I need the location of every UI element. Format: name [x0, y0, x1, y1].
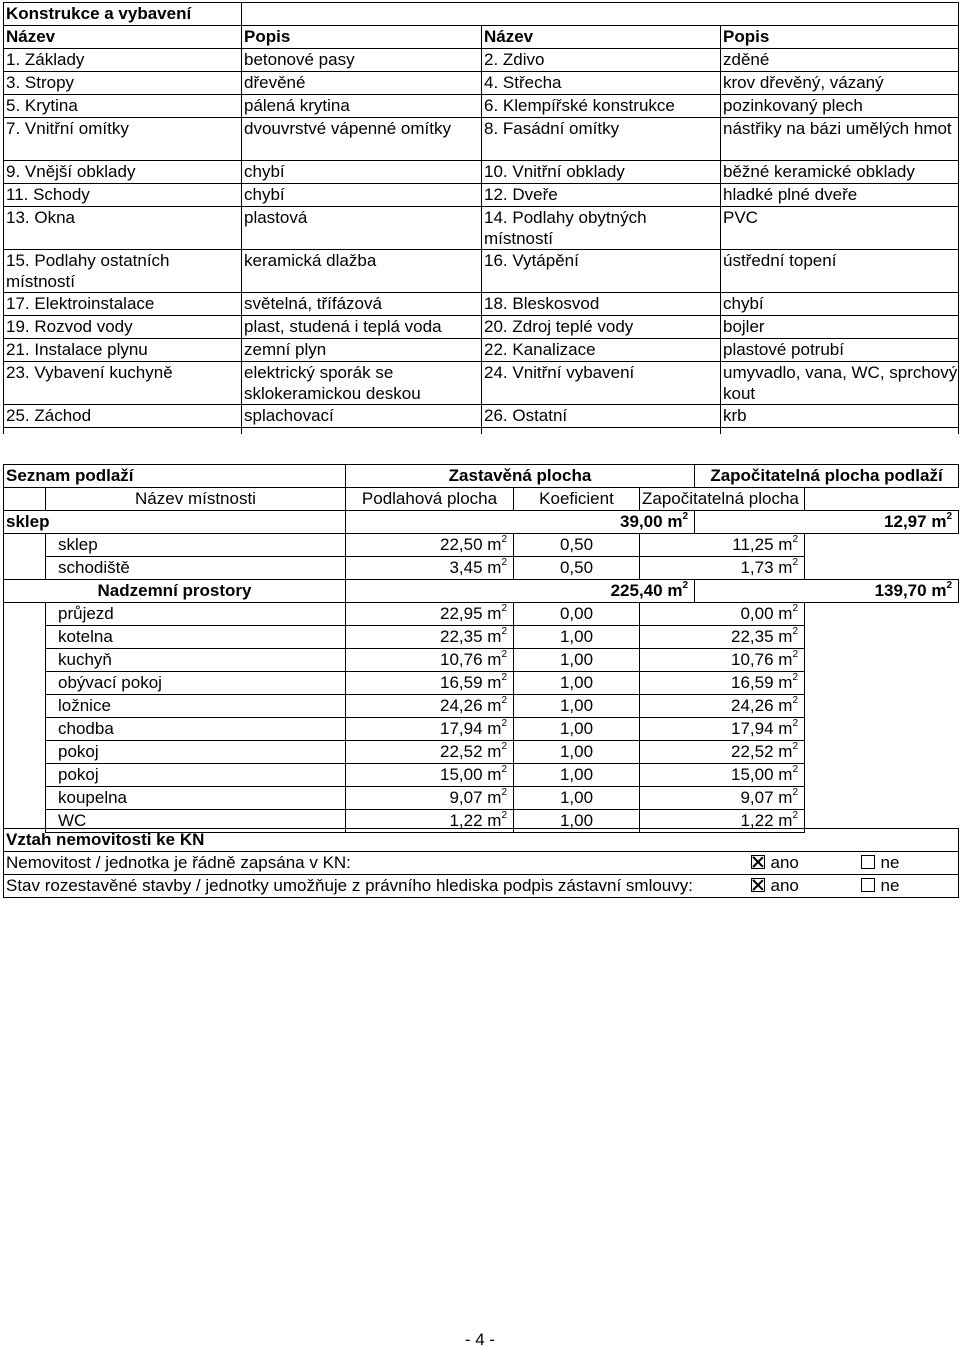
statement-text: Stav rozestavěné stavby / jednotky umožňuje z právního hlediska podpis zástavní smlouvy:	[4, 875, 739, 898]
floor-area	[346, 695, 514, 718]
countable-area	[695, 580, 959, 603]
unit: m	[778, 788, 793, 807]
item-name: 21. Instalace plynu	[4, 339, 242, 362]
floor-area	[346, 741, 514, 764]
unit: m	[778, 811, 793, 830]
no-option[interactable]	[849, 875, 959, 898]
countable-area	[640, 764, 805, 787]
unit: m	[487, 558, 502, 577]
item-name: 13. Okna	[4, 207, 242, 250]
floor-area	[346, 649, 514, 672]
unit-exponent: 2	[792, 672, 799, 683]
item-name: 26. Ostatní	[482, 405, 721, 428]
construction-row	[4, 118, 959, 161]
empty-cell	[805, 557, 959, 580]
item-description: keramická dlažba	[242, 250, 482, 293]
construction-row	[4, 316, 959, 339]
room-name: schodiště	[46, 557, 346, 580]
room-row	[4, 649, 959, 672]
yes-option[interactable]	[739, 875, 849, 898]
countable-area	[640, 718, 805, 741]
item-description: PVC	[721, 207, 959, 250]
unit-exponent: 2	[946, 580, 953, 591]
item-description: plastové potrubí	[721, 339, 959, 362]
item-description: dřevěné	[242, 72, 482, 95]
floor-name: sklep	[4, 511, 346, 534]
unit: m	[487, 765, 502, 784]
construction-row	[4, 95, 959, 118]
item-description: splachovací	[242, 405, 482, 428]
empty-cell	[805, 741, 959, 764]
empty-cell	[4, 764, 46, 787]
unit: m	[778, 535, 793, 554]
floor-group-row	[4, 580, 959, 603]
unit: m	[778, 719, 793, 738]
area-value: 15,00	[439, 765, 483, 784]
header-row	[4, 26, 959, 49]
item-description: hladké plné dveře	[721, 184, 959, 207]
item-name: 1. Základy	[4, 49, 242, 72]
item-description: chybí	[721, 293, 959, 316]
empty-cell	[4, 534, 46, 557]
empty-cell	[242, 3, 959, 26]
yes-option[interactable]	[739, 852, 849, 875]
room-row	[4, 557, 959, 580]
floor-group-row	[4, 511, 959, 534]
checked-checkbox-icon[interactable]	[751, 855, 765, 869]
coefficient: 1,00	[514, 787, 640, 810]
room-name: sklep	[46, 534, 346, 557]
empty-cell	[4, 787, 46, 810]
area-value: 12,97	[884, 512, 927, 531]
item-description: nástřiky na bázi umělých hmot	[721, 118, 959, 161]
area-value: 225,40	[610, 581, 663, 600]
item-name: 10. Vnitřní obklady	[482, 161, 721, 184]
item-name: 4. Střecha	[482, 72, 721, 95]
countable-area	[640, 672, 805, 695]
column-subheader: Podlahová plocha	[346, 488, 514, 511]
item-name: 17. Elektroinstalace	[4, 293, 242, 316]
unit-exponent: 2	[501, 764, 507, 775]
area-value: 1,22	[740, 811, 774, 830]
coefficient: 1,00	[514, 810, 640, 833]
no-label: ne	[880, 876, 900, 895]
section-title-row	[4, 3, 959, 26]
spacer-row	[4, 428, 959, 435]
item-description: pálená krytina	[242, 95, 482, 118]
countable-area	[640, 787, 805, 810]
unit: m	[778, 604, 793, 623]
unit-exponent: 2	[501, 603, 507, 614]
item-description: chybí	[242, 161, 482, 184]
construction-row	[4, 184, 959, 207]
land-registry-row	[4, 852, 959, 875]
construction-row	[4, 49, 959, 72]
unit-exponent: 2	[501, 787, 507, 798]
coefficient: 0,50	[514, 557, 640, 580]
room-row	[4, 695, 959, 718]
empty-cell	[4, 603, 46, 626]
empty-cell	[805, 626, 959, 649]
countable-area	[640, 534, 805, 557]
room-name: kuchyň	[46, 649, 346, 672]
countable-area	[640, 626, 805, 649]
item-name: 20. Zdroj teplé vody	[482, 316, 721, 339]
areas-subheader-row	[4, 488, 959, 511]
item-description: zemní plyn	[242, 339, 482, 362]
coefficient: 1,00	[514, 741, 640, 764]
unit: m	[487, 535, 502, 554]
empty-cell	[4, 557, 46, 580]
unit-exponent: 2	[792, 718, 799, 729]
column-subheader: Název místnosti	[46, 488, 346, 511]
item-description: dvouvrstvé vápenné omítky	[242, 118, 482, 161]
unit-exponent: 2	[792, 810, 799, 821]
floor-area	[346, 626, 514, 649]
empty-cell	[4, 672, 46, 695]
area-value: 22,50	[439, 535, 483, 554]
area-value: 16,59	[439, 673, 483, 692]
item-name: 14. Podlahy obytných místností	[482, 207, 721, 250]
unit-exponent: 2	[501, 810, 507, 821]
room-name: koupelna	[46, 787, 346, 810]
room-row	[4, 672, 959, 695]
checkbox-icon[interactable]	[861, 855, 875, 869]
unit-exponent: 2	[501, 649, 507, 660]
empty-cell	[4, 649, 46, 672]
area-value: 22,52	[731, 742, 774, 761]
unit: m	[778, 696, 793, 715]
floor-area	[346, 787, 514, 810]
unit: m	[778, 650, 793, 669]
empty-cell	[805, 603, 959, 626]
empty-cell	[805, 787, 959, 810]
item-description: krb	[721, 405, 959, 428]
unit-exponent: 2	[792, 603, 799, 614]
item-name: 2. Zdivo	[482, 49, 721, 72]
item-description: plastová	[242, 207, 482, 250]
item-name: 8. Fasádní omítky	[482, 118, 721, 161]
item-description: plast, studená i teplá voda	[242, 316, 482, 339]
item-description: pozinkovaný plech	[721, 95, 959, 118]
item-description: chybí	[242, 184, 482, 207]
checkbox-icon[interactable]	[861, 878, 875, 892]
item-description: elektrický sporák se sklokeramickou deskou	[242, 362, 482, 405]
empty-cell	[805, 534, 959, 557]
unit-exponent: 2	[501, 695, 507, 706]
room-name: pokoj	[46, 741, 346, 764]
area-value: 17,94	[731, 719, 774, 738]
land-registry-section	[3, 828, 959, 898]
area-value: 22,35	[439, 627, 483, 646]
column-header: Název	[482, 26, 721, 49]
item-name: 25. Záchod	[4, 405, 242, 428]
coefficient: 1,00	[514, 695, 640, 718]
room-name: ložnice	[46, 695, 346, 718]
countable-area	[640, 695, 805, 718]
floor-area	[346, 603, 514, 626]
unit: m	[778, 627, 793, 646]
area-value: 22,35	[731, 627, 774, 646]
item-description: umyvadlo, vana, WC, sprchový kout	[721, 362, 959, 405]
room-row	[4, 787, 959, 810]
empty-cell	[482, 428, 721, 435]
land-registry-row	[4, 875, 959, 898]
no-label: ne	[880, 853, 900, 872]
area-value: 10,76	[439, 650, 483, 669]
unit-exponent: 2	[792, 557, 799, 568]
no-option[interactable]	[849, 852, 959, 875]
area-value: 17,94	[439, 719, 483, 738]
construction-row	[4, 161, 959, 184]
area-value: 9,07	[449, 788, 483, 807]
room-name: obývací pokoj	[46, 672, 346, 695]
empty-cell	[4, 741, 46, 764]
construction-row	[4, 339, 959, 362]
unit: m	[487, 696, 502, 715]
empty-cell	[805, 718, 959, 741]
room-name: průjezd	[46, 603, 346, 626]
item-description: běžné keramické obklady	[721, 161, 959, 184]
unit-exponent: 2	[501, 672, 507, 683]
construction-row	[4, 405, 959, 428]
column-header: Zastavěná plocha	[346, 465, 695, 488]
item-name: 12. Dveře	[482, 184, 721, 207]
coefficient: 0,50	[514, 534, 640, 557]
item-name: 16. Vytápění	[482, 250, 721, 293]
floor-area	[346, 764, 514, 787]
floor-area	[346, 672, 514, 695]
areas-header-row	[4, 465, 959, 488]
item-name: 23. Vybavení kuchyně	[4, 362, 242, 405]
unit: m	[487, 719, 502, 738]
construction-row	[4, 207, 959, 250]
unit-exponent: 2	[792, 695, 799, 706]
unit-exponent: 2	[501, 741, 507, 752]
item-name: 7. Vnitřní omítky	[4, 118, 242, 161]
countable-area	[640, 557, 805, 580]
coefficient: 0,00	[514, 603, 640, 626]
unit: m	[487, 604, 502, 623]
unit: m	[667, 512, 683, 531]
column-subheader: Započitatelná plocha	[640, 488, 805, 511]
unit: m	[487, 673, 502, 692]
checked-checkbox-icon[interactable]	[751, 878, 765, 892]
unit: m	[778, 765, 793, 784]
unit: m	[931, 512, 947, 531]
area-value: 1,73	[740, 558, 774, 577]
empty-cell	[4, 626, 46, 649]
floor-area	[346, 534, 514, 557]
item-description: betonové pasy	[242, 49, 482, 72]
coefficient: 1,00	[514, 672, 640, 695]
item-name: 22. Kanalizace	[482, 339, 721, 362]
unit-exponent: 2	[501, 557, 507, 568]
unit: m	[778, 742, 793, 761]
room-row	[4, 603, 959, 626]
item-name: 5. Krytina	[4, 95, 242, 118]
page-number: - 4 -	[464, 1330, 496, 1349]
area-value: 139,70	[874, 581, 927, 600]
countable-area	[640, 603, 805, 626]
unit: m	[487, 811, 502, 830]
unit-exponent: 2	[792, 626, 799, 637]
column-header: Popis	[242, 26, 482, 49]
item-name: 3. Stropy	[4, 72, 242, 95]
room-name: chodba	[46, 718, 346, 741]
item-name: 19. Rozvod vody	[4, 316, 242, 339]
construction-table	[3, 2, 959, 434]
item-description: krov dřevěný, vázaný	[721, 72, 959, 95]
empty-cell	[4, 695, 46, 718]
area-value: 1,22	[449, 811, 483, 830]
item-description: bojler	[721, 316, 959, 339]
item-name: 18. Bleskosvod	[482, 293, 721, 316]
unit-exponent: 2	[946, 511, 953, 522]
unit-exponent: 2	[501, 718, 507, 729]
area-value: 0,00	[740, 604, 774, 623]
yes-label: ano	[770, 853, 799, 872]
column-header: Popis	[721, 26, 959, 49]
floor-area	[346, 718, 514, 741]
column-header: Započitatelná plocha podlaží	[695, 465, 959, 488]
built-area	[346, 511, 695, 534]
unit: m	[667, 581, 683, 600]
yes-label: ano	[770, 876, 799, 895]
unit-exponent: 2	[792, 534, 799, 545]
item-name: 11. Schody	[4, 184, 242, 207]
empty-cell	[805, 672, 959, 695]
section-title: Vztah nemovitosti ke KN	[4, 829, 959, 852]
unit: m	[931, 581, 947, 600]
unit-exponent: 2	[792, 649, 799, 660]
unit-exponent: 2	[792, 787, 799, 798]
construction-row	[4, 362, 959, 405]
area-value: 16,59	[731, 673, 774, 692]
floor-area	[346, 557, 514, 580]
empty-cell	[805, 695, 959, 718]
countable-area	[640, 649, 805, 672]
area-value: 3,45	[449, 558, 483, 577]
floor-name: Nadzemní prostory	[4, 580, 346, 603]
column-header: Název	[4, 26, 242, 49]
unit-exponent: 2	[682, 580, 689, 591]
item-name: 15. Podlahy ostatních místností	[4, 250, 242, 293]
unit-exponent: 2	[501, 534, 507, 545]
empty-cell	[4, 718, 46, 741]
area-value: 24,26	[439, 696, 483, 715]
construction-row	[4, 293, 959, 316]
area-value: 10,76	[731, 650, 774, 669]
item-description: světelná, třífázová	[242, 293, 482, 316]
area-value: 22,52	[439, 742, 483, 761]
item-name: 9. Vnější obklady	[4, 161, 242, 184]
unit: m	[778, 558, 793, 577]
built-area	[346, 580, 695, 603]
construction-section	[3, 2, 959, 434]
empty-cell	[805, 764, 959, 787]
room-row	[4, 764, 959, 787]
room-row	[4, 718, 959, 741]
area-value: 9,07	[740, 788, 774, 807]
land-registry-table	[3, 828, 959, 898]
empty-cell	[242, 428, 482, 435]
section-title: Konstrukce a vybavení	[4, 3, 242, 26]
unit: m	[487, 627, 502, 646]
coefficient: 1,00	[514, 649, 640, 672]
room-row	[4, 741, 959, 764]
construction-row	[4, 250, 959, 293]
countable-area	[640, 741, 805, 764]
unit: m	[487, 788, 502, 807]
area-value: 24,26	[731, 696, 774, 715]
room-name: WC	[46, 810, 346, 833]
column-subheader: Koeficient	[514, 488, 640, 511]
unit-exponent: 2	[682, 511, 689, 522]
countable-area	[695, 511, 959, 534]
unit-exponent: 2	[792, 741, 799, 752]
unit: m	[487, 742, 502, 761]
land-registry-title-row	[4, 829, 959, 852]
area-value: 11,25	[732, 535, 774, 554]
unit: m	[778, 673, 793, 692]
statement-text: Nemovitost / jednotka je řádně zapsána v KN:	[4, 852, 739, 875]
empty-cell	[721, 428, 959, 435]
room-name: pokoj	[46, 764, 346, 787]
construction-row	[4, 72, 959, 95]
item-description: ústřední topení	[721, 250, 959, 293]
room-row	[4, 626, 959, 649]
unit-exponent: 2	[501, 626, 507, 637]
area-value: 39,00	[620, 512, 663, 531]
empty-cell	[4, 428, 242, 435]
empty-cell	[4, 488, 46, 511]
column-header: Seznam podlaží	[4, 465, 346, 488]
coefficient: 1,00	[514, 626, 640, 649]
coefficient: 1,00	[514, 764, 640, 787]
area-value: 15,00	[731, 765, 774, 784]
item-name: 24. Vnitřní vybavení	[482, 362, 721, 405]
empty-cell	[805, 488, 959, 511]
empty-cell	[805, 649, 959, 672]
area-value: 22,95	[439, 604, 483, 623]
item-name: 6. Klempířské konstrukce	[482, 95, 721, 118]
unit: m	[487, 650, 502, 669]
coefficient: 1,00	[514, 718, 640, 741]
unit-exponent: 2	[792, 764, 799, 775]
item-description: zděné	[721, 49, 959, 72]
room-row	[4, 534, 959, 557]
floor-areas-section	[3, 464, 959, 833]
floor-areas-table	[3, 464, 959, 833]
room-name: kotelna	[46, 626, 346, 649]
